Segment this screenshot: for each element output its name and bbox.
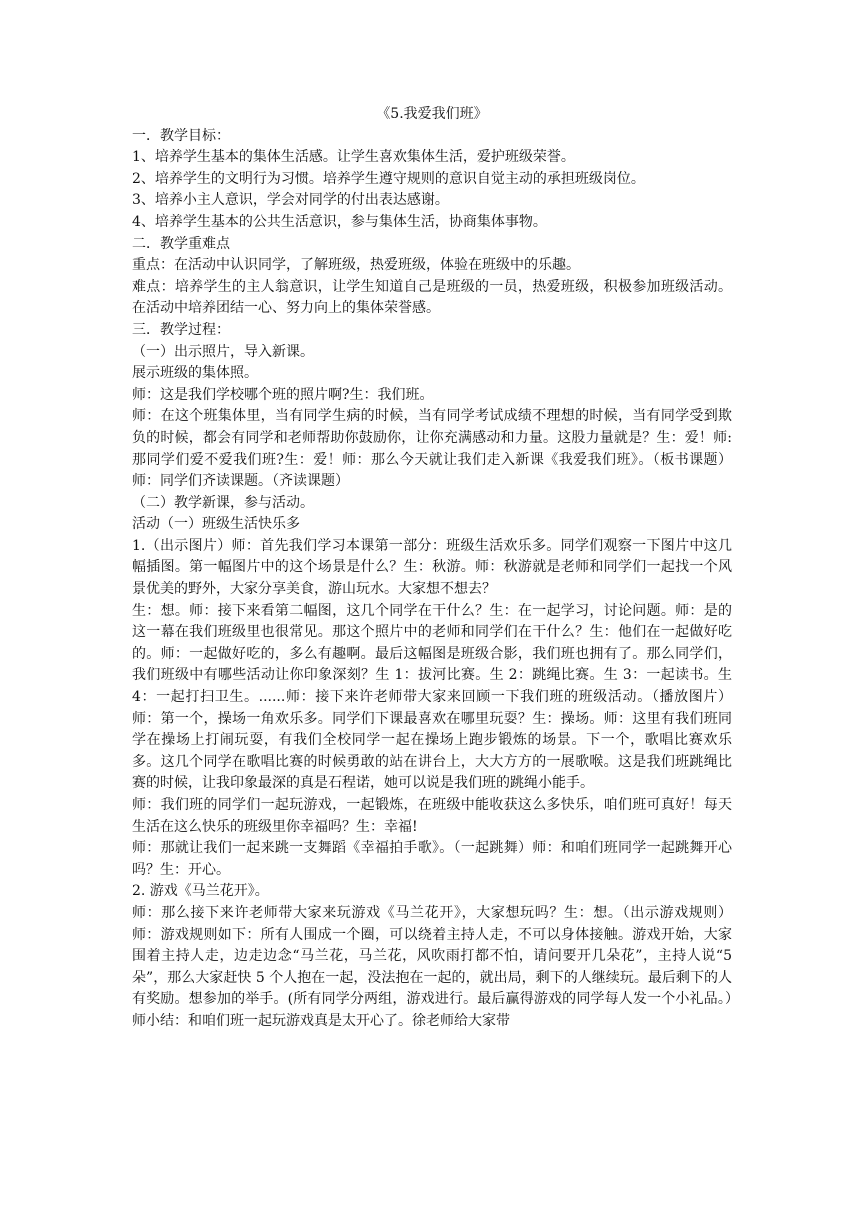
paragraph: 师：那就让我们一起来跳一支舞蹈《幸福拍手歌》。（一起跳舞）师：和咱们班同学一起跳舞开心吗？生：开心。 [132,840,732,878]
paragraph: 一．教学目标： [132,127,230,144]
paragraph: 1、培养学生基本的集体生活感。让学生喜欢集体生活，爱护班级荣誉。 [132,149,575,166]
paragraph: 展示班级的集体照。 [132,365,258,382]
paragraph: 2. 游戏《马兰花开》。 [132,883,269,900]
paragraph: 二．教学重难点 [132,235,230,252]
document-title: 《5.我爱我们班》 [376,106,488,122]
paragraph: （二）教学新课，参与活动。 [132,494,314,511]
paragraph: 师：这是我们学校哪个班的照片啊?生：我们班。 [132,386,434,403]
paragraph: 师：在这个班集体里，当有同学生病的时候，当有同学考试成绩不理想的时候，当有同学受到欺负的时候，都会有同学和老师帮助你鼓励你，让你充满感动和力量。这股力量就是？生：爱！师:那同学们爱不爱我们班?生：爱！师：那么今天就让我们走入新课《我爱我们班》。（板书课题）师：同学们齐读课题。（齐读课题） [132,408,732,490]
paragraph: 活动（一）班级生活快乐多 [132,516,300,533]
paragraph: 3、培养小主人意识，学会对同学的付出表达感谢。 [132,192,449,209]
paragraph: 重点：在活动中认识同学，了解班级，热爱班级，体验在班级中的乐趣。 [132,257,580,274]
paragraph: 难点：培养学生的主人翁意识，让学生知道自己是班级的一员，热爱班级，积极参加班级活动。在活动中培养团结一心、努力向上的集体荣誉感。 [132,278,732,317]
paragraph: 师：我们班的同学们一起玩游戏，一起锻炼，在班级中能收获这么多快乐，咱们班可真好！每天生活在这么快乐的班级里你幸福吗？生：幸福! [132,797,732,835]
paragraph: 2、培养学生的文明行为习惯。培养学生遵守规则的意识自觉主动的承担班级岗位。 [132,170,645,187]
paragraph: 1.（出示图片）师：首先我们学习本课第一部分：班级生活欢乐多。同学们观察一下图片中这几幅插图。第一幅图片中的这个场景是什么？生：秋游。师：秋游就是老师和同学们一起找一个风景优美的野外，大家分享美食，游山玩水。大家想不想去？ [132,537,732,598]
paragraph: 4、培养学生基本的公共生活意识，参与集体生活，协商集体事物。 [132,213,547,230]
paragraph: 三．教学过程： [132,321,230,338]
paragraph: 师：那么接下来许老师带大家来玩游戏《马兰花开》，大家想玩吗？生：想。（出示游戏规则）师：游戏规则如下：所有人围成一个圈，可以绕着主持人走，不可以身体接触。游戏开始，大家围着主持人走，边走边念“马兰花，马兰花，风吹雨打都不怕，请问要开几朵花”，主持人说“5 朵”，那么大家赶快 5 个人抱在一起，没法抱在一起的，就出局，剩下的人继续玩。最后剩下的人有奖励。想参加的举手。(所有同学分两组，游戏进行。最后赢得游戏的同学每人发一个小礼品。）师小结：和咱们班一起玩游戏真是太开心了。徐老师给大家带 [132,904,732,1029]
document-page [132,104,732,1033]
paragraph: 生：想。师：接下来看第二幅图，这几个同学在干什么？生：在一起学习，讨论问题。师：是的这一幕在我们班级里也很常见。那这个照片中的老师和同学们在干什么？生：他们在一起做好吃的。师：一起做好吃的，多么有趣啊。最后这幅图是班级合影，我们班也拥有了。那么同学们，我们班级中有哪些活动让你印象深刻？生 1：拔河比赛。生 2：跳绳比赛。生 3：一起读书。生 4：一起打扫卫生。......师：接下来许老师带大家来回顾一下我们班的班级活动。（播放图片）师：第一个，操场一角欢乐多。同学们下课最喜欢在哪里玩耍？生：操场。师：这里有我们班同学在操场上打闹玩耍，有我们全校同学一起在操场上跑步锻炼的场景。下一个，歌唱比赛欢乐多。这几个同学在歌唱比赛的时候勇敢的站在讲台上，大大方方的一展歌喉。这是我们班跳绳比赛的时候，让我印象最深的真是石程诺，她可以说是我们班的跳绳小能手。 [132,602,732,792]
paragraph: （一）出示照片，导入新课。 [132,343,314,360]
